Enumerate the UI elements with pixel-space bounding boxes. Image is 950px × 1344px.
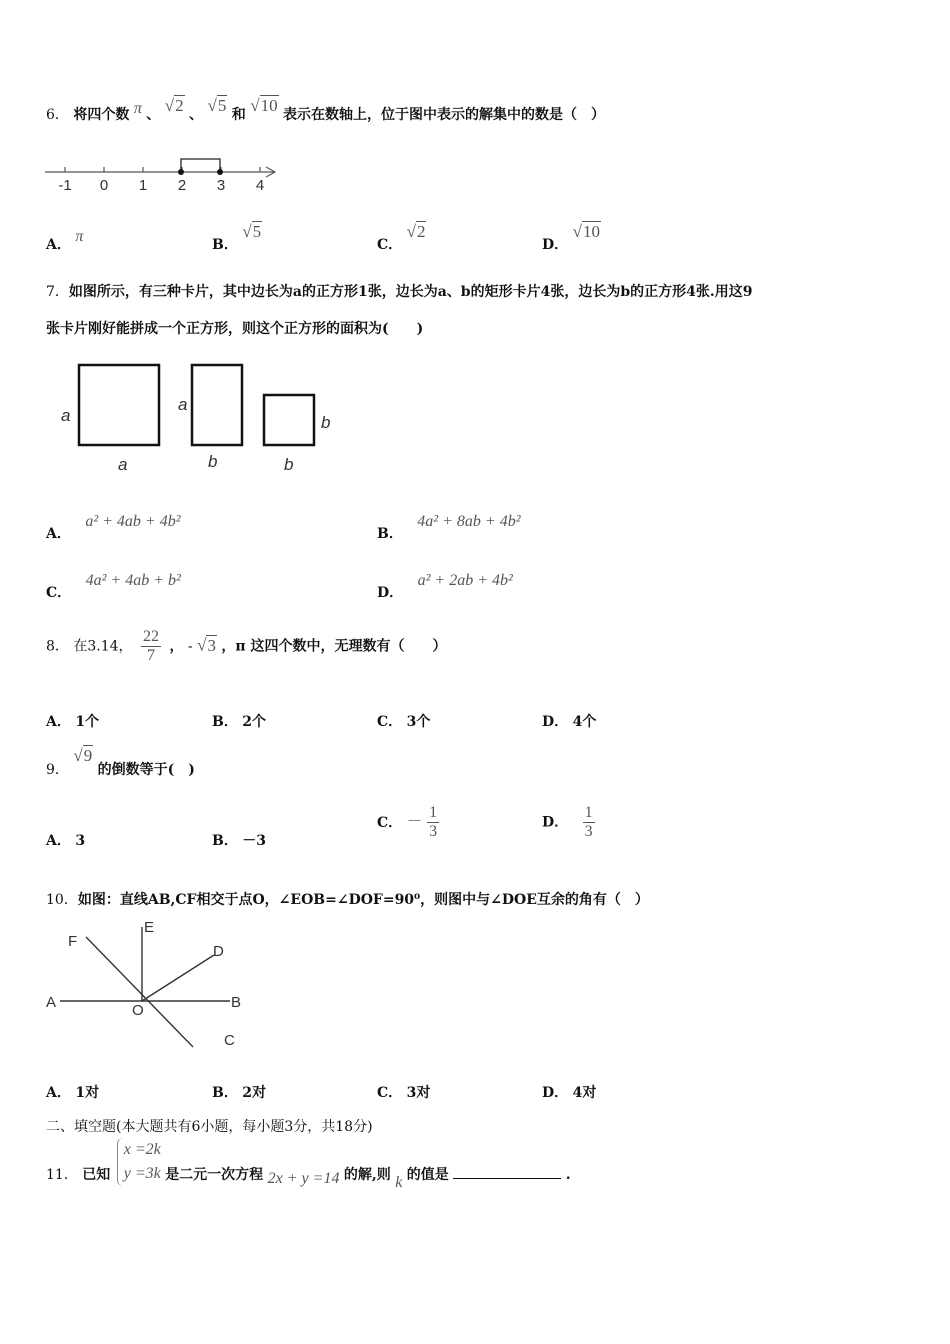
numberline-tick-label: 3 (216, 177, 226, 194)
q11-text-a: 已知 (82, 1167, 111, 1183)
small-square-card (264, 395, 314, 445)
q8-text-a: 在3.14， (73, 638, 133, 655)
option-value: π (75, 228, 84, 245)
option-letter: D． (542, 714, 569, 730)
q11-stem (46, 1138, 571, 1191)
label-a-rect: a (178, 395, 188, 414)
label-D: D (213, 943, 224, 960)
option-letter: B． (212, 1085, 238, 1101)
q11-k: k (395, 1174, 403, 1191)
numberline-tick-label: 2 (177, 177, 187, 194)
q6-sqrt2: √2 (164, 96, 184, 115)
big-square-card (79, 365, 159, 445)
label-O: O (132, 1002, 144, 1019)
q6-text-a: 将四个数 (73, 107, 130, 123)
option-letter: D． (542, 237, 569, 253)
q8-option-c[interactable] (377, 711, 430, 731)
q9-option-b[interactable] (212, 830, 266, 850)
option-letter: B． (212, 833, 238, 849)
label-B: B (231, 994, 242, 1011)
q8-text-b: ， (169, 638, 184, 655)
option-letter: A． (46, 1085, 71, 1101)
option-letter: B． (377, 526, 403, 542)
q10-text: 如图：直线AB,CF相交于点O，∠EOB=∠DOF=90⁰，则图中与∠DOE互余的角有（ ） (77, 892, 649, 908)
numberline-tick-label: 0 (99, 177, 109, 194)
q9-stem (46, 746, 195, 778)
option-value: 3对 (406, 1085, 431, 1101)
q6-sep1: 、 (146, 107, 161, 123)
numberline-tick-label: 1 (138, 177, 148, 194)
q6-sqrt5: √5 (207, 96, 227, 115)
ray-od (142, 955, 214, 1001)
option-sqrt: √2 (406, 222, 426, 241)
q11-eq2: y =3k (123, 1165, 161, 1182)
option-letter: A． (46, 237, 71, 253)
q7-option-d[interactable] (377, 570, 513, 601)
q10-option-d[interactable] (542, 1082, 596, 1102)
q7-option-a[interactable] (46, 511, 181, 542)
q9-option-c[interactable] (377, 804, 439, 841)
q8-stem (46, 628, 447, 665)
option-value: 4个 (572, 714, 597, 730)
q10-option-c[interactable] (377, 1082, 430, 1102)
option-letter: B． (212, 237, 238, 253)
q6-endpoint-2 (178, 169, 184, 175)
numberline-tick-label: -1 (58, 177, 72, 194)
q6-interval-bracket (181, 159, 220, 172)
q8-option-d[interactable] (542, 711, 596, 731)
line-cf (86, 937, 193, 1047)
q6-and: 和 (231, 107, 246, 123)
q11-text-d: 的值是 (406, 1167, 449, 1183)
q7-line1 (46, 281, 752, 301)
q10-option-a[interactable] (46, 1082, 99, 1102)
q8-sqrt3: √3 (197, 635, 216, 655)
q6-sep2: 、 (189, 107, 204, 123)
option-fraction: $\frac{1}{3}$ (584, 804, 593, 840)
q6-stem (46, 96, 606, 144)
q6-text-b: 表示在数轴上，位于图中表示的解集中的数是（ ） (283, 107, 606, 123)
option-value: a² + 4ab + 4b² (85, 513, 181, 530)
option-value: 4对 (572, 1085, 597, 1101)
option-value: －3 (242, 833, 267, 849)
label-F: F (68, 933, 78, 950)
option-minus: － (406, 813, 423, 831)
q6-option-d[interactable] (542, 222, 601, 253)
q8-text-c: ，π 这四个数中，无理数有（ ） (221, 638, 447, 655)
q11-answer-blank[interactable] (453, 1164, 561, 1179)
q7-cards-figure (55, 355, 345, 480)
option-letter: C． (377, 714, 403, 730)
q9-text: 的倒数等于( ) (97, 762, 195, 778)
q11-text-b: 是二元一次方程 (165, 1167, 264, 1183)
q9-number: 9． (46, 762, 69, 778)
q9-sqrt9: √9 (73, 746, 93, 765)
q11-number: 11． (46, 1167, 78, 1183)
rectangle-card (192, 365, 242, 445)
option-value: 1对 (75, 1085, 100, 1101)
option-letter: A． (46, 833, 71, 849)
q6-pi: π (133, 100, 142, 117)
section-2-title: 二、填空题(本大题共有6小题，每小题3分，共18分) (46, 1119, 373, 1135)
label-b-right: b (321, 413, 331, 432)
q6-endpoint-3 (217, 169, 223, 175)
q8-neg: - (187, 638, 193, 655)
option-letter: C． (46, 585, 72, 601)
label-a-left: a (61, 406, 71, 425)
q6-option-b[interactable] (212, 222, 262, 253)
q7-option-b[interactable] (377, 511, 521, 542)
q6-option-a[interactable] (46, 226, 84, 253)
option-sqrt: √10 (572, 222, 600, 241)
option-value: 1个 (75, 714, 100, 730)
q11-equation: 2x + y =14 (267, 1170, 340, 1187)
q11-text-c: 的解,则 (343, 1167, 391, 1183)
q8-number: 8． (46, 638, 69, 655)
q7-option-c[interactable] (46, 570, 181, 601)
q6-sqrt10: √10 (250, 96, 278, 115)
q10-stem (46, 889, 649, 909)
q6-number: 6． (46, 107, 69, 123)
q11-end: . (565, 1167, 571, 1183)
q7-line2: 张卡片刚好能拼成一个正方形，则这个正方形的面积为( ) (46, 321, 424, 337)
q7-number: 7． (46, 284, 69, 300)
option-letter: A． (46, 526, 71, 542)
option-letter: D． (542, 814, 569, 831)
q8-option-b[interactable] (212, 711, 266, 731)
option-value: 3个 (406, 714, 431, 730)
option-letter: D． (542, 1085, 569, 1101)
option-value: 4a² + 4ab + b² (85, 572, 181, 589)
q9-option-a[interactable] (46, 830, 85, 850)
label-b-rect: b (208, 452, 218, 471)
q7-text-line1: 如图所示，有三种卡片，其中边长为a的正方形1张，边长为a、b的矩形卡片4张，边长为b的正方形4张.用这9 (68, 284, 753, 300)
option-value: 2对 (242, 1085, 267, 1101)
q10-lines-figure (40, 915, 260, 1055)
q10-option-b[interactable] (212, 1082, 266, 1102)
option-value: 4a² + 8ab + 4b² (417, 513, 521, 530)
q6-option-c[interactable] (377, 222, 426, 253)
q6-number-line (40, 150, 290, 198)
q8-option-a[interactable] (46, 711, 99, 731)
option-letter: C． (377, 814, 403, 831)
option-value: 2个 (242, 714, 267, 730)
option-letter: C． (377, 1085, 403, 1101)
q8-fraction: $\frac{22}{7}$ (143, 628, 159, 664)
numberline-tick-label: 4 (255, 177, 265, 194)
option-letter: C． (377, 237, 403, 253)
q9-option-d[interactable] (542, 804, 595, 841)
option-value: a² + 2ab + 4b² (417, 572, 513, 589)
option-letter: D． (377, 585, 404, 601)
label-b-bottom: b (284, 455, 294, 474)
option-fraction: $\frac{1}{3}$ (429, 804, 438, 840)
label-C: C (224, 1032, 235, 1049)
option-sqrt: √5 (242, 222, 262, 241)
q11-system-brace (117, 1138, 161, 1186)
option-letter: B． (212, 714, 238, 730)
option-value: 3 (75, 833, 86, 849)
label-E: E (144, 919, 155, 936)
label-a-bottom: a (118, 455, 128, 474)
label-A: A (46, 994, 57, 1011)
q11-eq1: x =2k (123, 1141, 161, 1158)
q10-number: 10． (46, 892, 78, 908)
option-letter: A． (46, 714, 71, 730)
